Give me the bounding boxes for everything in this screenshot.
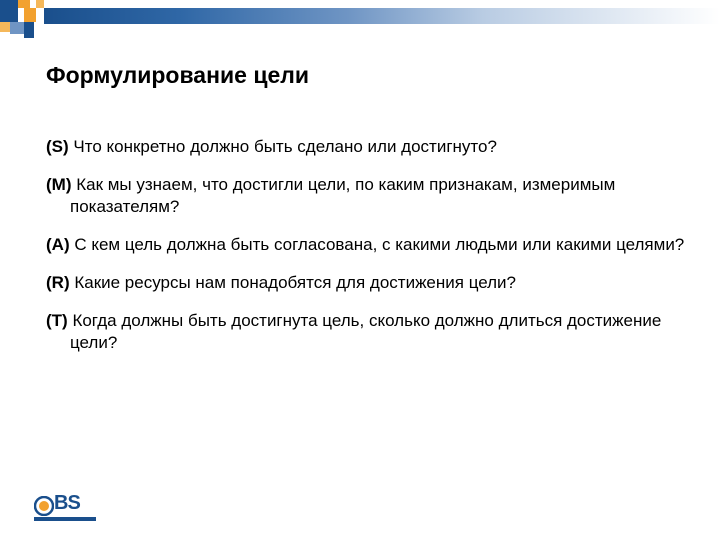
criterion-text: С кем цель должна быть согласована, с какими людьми или какими целями? [69,235,685,254]
smart-criteria-list [46,136,686,370]
criterion-tag: (S) [46,137,69,156]
logo-text: BS [54,492,80,514]
criterion-tag: (R) [46,273,70,292]
decor-square [0,22,10,32]
slide-title: Формулирование цели [46,62,309,88]
criterion-tag: (A) [46,235,70,254]
criterion-text: Как мы узнаем, что достигли цели, по каким признакам, измеримым показателям? [70,175,616,216]
list-item-specific [46,136,686,158]
company-logo [34,492,96,526]
list-item-agreed [46,234,686,256]
decor-square [0,0,18,22]
list-item-time [46,310,686,354]
criterion-text: Что конкретно должно быть сделано или достигнуто? [68,137,497,156]
logo-tagline-bar [34,517,96,521]
criterion-tag: (M) [46,175,72,194]
decor-square [24,8,36,22]
logo-globe-icon [34,496,54,516]
decor-square [36,0,44,8]
header-gradient-bar [44,8,720,24]
decor-square [24,22,34,38]
decor-square [18,0,30,8]
decor-square [10,22,24,34]
list-item-resources [46,272,686,294]
list-item-measurable [46,174,686,218]
criterion-text: Какие ресурсы нам понадобятся для достижения цели? [69,273,517,292]
criterion-tag: (T) [46,311,68,330]
criterion-text: Когда должны быть достигнута цель, сколько должно длиться достижение цели? [67,311,662,352]
